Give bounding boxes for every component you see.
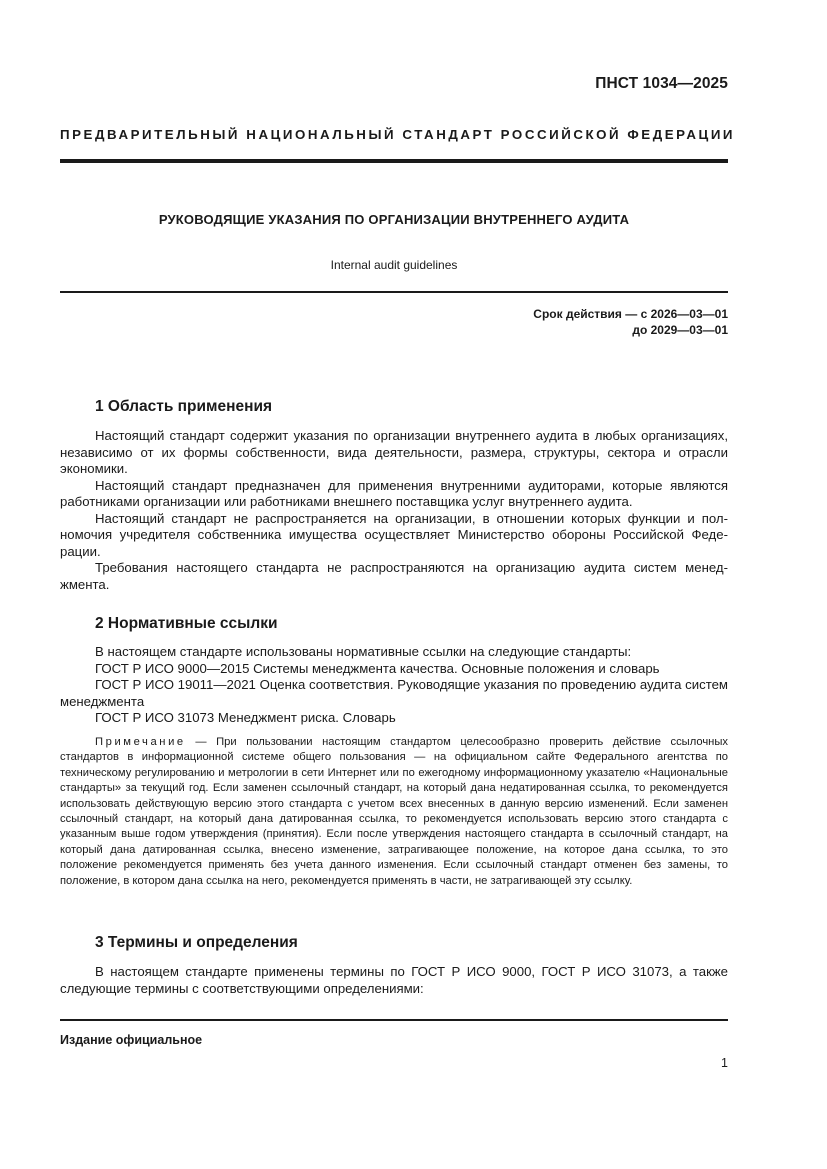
validity-end: до 2029—03—01 <box>632 323 728 337</box>
reference-item: ГОСТ Р ИСО 9000—2015 Системы менеджмента качества. Основные положения и словарь <box>95 660 660 676</box>
paragraph: Настоящий стандарт не распространяется на организации, в отношении которых функции и полномочия учредителя собственника имущества осуществляет Министерство обороны Российской Федерации. <box>60 510 728 559</box>
note-text: — При пользовании настоящим стандартом целесообразно проверить действие ссылочных стандартов в информационной системе общего пользования — на официальном сайте Федерального агентства по техническому регулированию и метрологии в сети Интернет или по ежегодному информационному указателю «Национальные стандарты» за текущий год. Если заменен ссылочный стандарт, на который дана недатированная ссылка, то рекомендуется использовать действующую версию этого стандарта с учетом всех внесенных в данную версию изменений. Если заменен ссылочный стандарт, на который дана датированная ссылка, то рекомендуется использовать версию этого стандарта с указанным выше годом утверждения (принятия). Если после утверждения настоящего стандарта в ссылочный стандарт, на который дана датированная ссылка, внесено изменение, затрагивающее положение, на которое дана ссылка, то это положение рекомендуется применять без учета данного изменения. Если ссылочный стандарт отменен без замены, то положение, в котором дана ссылка на него, рекомендуется применять в части, не затрагивающей эту ссылку. <box>60 736 728 887</box>
section-heading: 1 Область применения <box>95 398 273 415</box>
validity-start: Срок действия — с 2026—03—01 <box>533 307 728 321</box>
note-label: Примечание <box>95 736 186 748</box>
document-title-ru: РУКОВОДЯЩИЕ УКАЗАНИЯ ПО ОРГАНИЗАЦИИ ВНУТРЕННЕГО АУДИТА <box>158 212 630 227</box>
page-number: 1 <box>721 1056 728 1070</box>
paragraph: Настоящий стандарт содержит указания по организации внутреннего аудита в любых организациях, независимо от их формы собственности, вида деятельности, размера, структуры, сектора и отрасли экономики. <box>60 428 728 476</box>
standard-banner: ПРЕДВАРИТЕЛЬНЫЙ НАЦИОНАЛЬНЫЙ СТАНДАРТ РОССИЙСКОЙ ФЕДЕРАЦИИ <box>60 127 736 142</box>
section-heading: 3 Термины и определения <box>95 934 298 951</box>
footer-divider <box>60 1019 728 1021</box>
reference-item: ГОСТ Р ИСО 31073 Менеджмент риска. Словарь <box>95 710 396 725</box>
section-normative-references <box>60 614 728 887</box>
section-heading: 2 Нормативные ссылки <box>95 615 278 632</box>
document-number: ПНСТ 1034—2025 <box>595 75 728 92</box>
edition-label: Издание официальное <box>60 1033 203 1047</box>
header-divider <box>60 159 728 163</box>
reference-item: ГОСТ Р ИСО 19011—2021 Оценка соответствия. Руководящие указания по проведению аудита систем менеджмента <box>60 677 728 709</box>
section-terms-definitions <box>60 933 728 996</box>
note <box>60 735 728 889</box>
title-divider <box>60 291 728 293</box>
paragraph: Требования настоящего стандарта не распространяются на организацию аудита систем менеджмента. <box>60 560 728 592</box>
section-scope <box>60 397 728 592</box>
paragraph: В настоящем стандарте применены термины по ГОСТ Р ИСО 9000, ГОСТ Р ИСО 31073, а также следующие термины с соответствующими определениями: <box>60 964 728 996</box>
document-title-en: Internal audit guidelines <box>330 258 458 272</box>
validity-period <box>533 306 728 338</box>
paragraph: Настоящий стандарт предназначен для применения внутренними аудиторами, которые являются работниками организации или работниками внешнего поставщика услуг внутреннего аудита. <box>60 477 728 509</box>
paragraph: В настоящем стандарте использованы нормативные ссылки на следующие стандарты: <box>95 644 632 659</box>
